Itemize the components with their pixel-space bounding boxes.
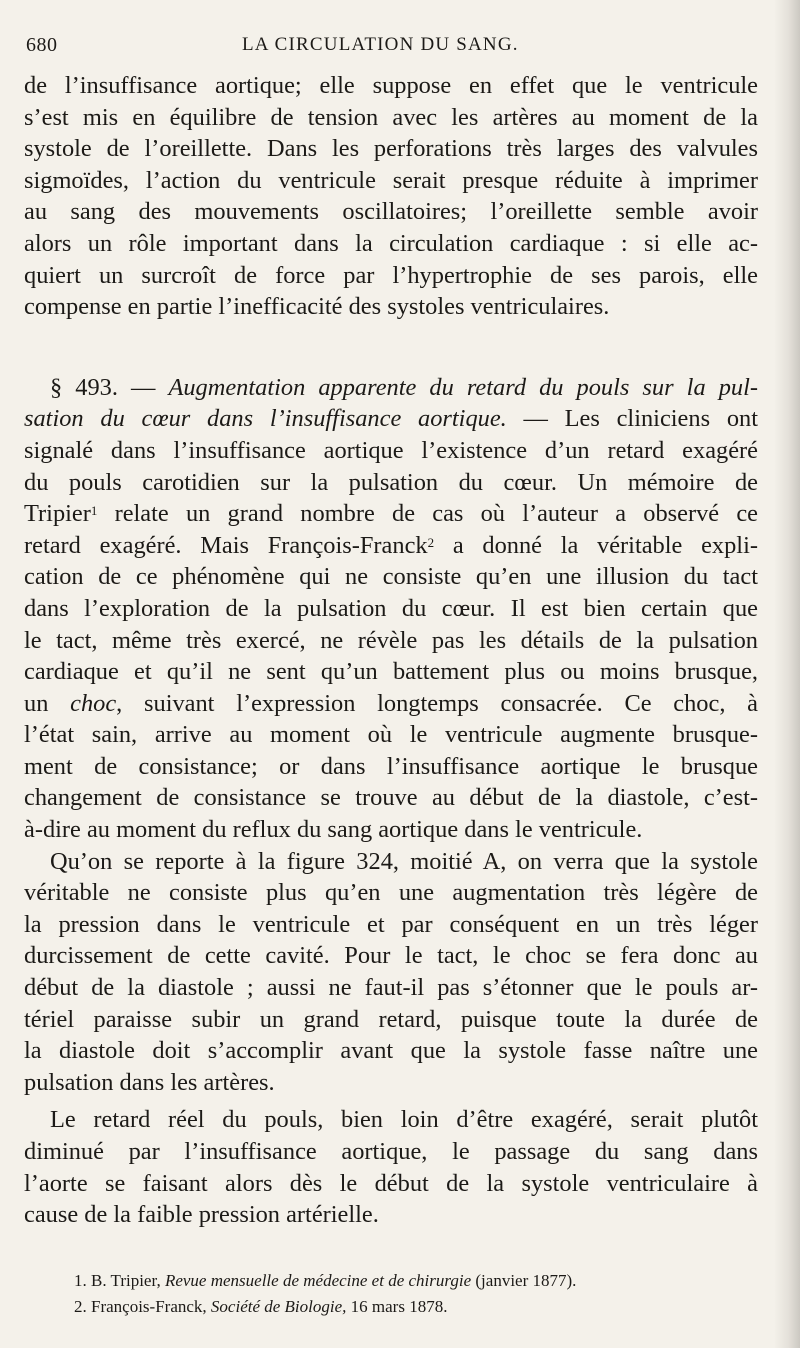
paragraph-continuation [24, 70, 758, 323]
section-gap [24, 323, 758, 372]
text-line: du pouls carotidien sur la pulsation du cœur. Un mémoire de [24, 468, 758, 496]
paragraph-conclusion [24, 1104, 758, 1230]
text-line: Le retard réel du pouls, bien loin d’être exagéré, serait plutôt [50, 1106, 758, 1134]
running-title: LA CIRCULATION DU SANG. [242, 34, 519, 55]
text-line: dans l’exploration de la pulsation du cœur. Il est bien certain que [24, 594, 758, 622]
section-title-part2: sation du cœur dans l’insuffisance aortique. [24, 405, 507, 433]
paragraph-figure-reference [24, 846, 758, 1099]
text-line: s’est mis en équilibre de tension avec les artères au moment de la [24, 103, 758, 131]
text-line: l’état sain, arrive au moment où le ventricule augmente brusque- [24, 721, 758, 749]
text-line: véritable ne consiste plus qu’en une augmentation très légère de [24, 879, 758, 907]
page-number: 680 [26, 34, 58, 56]
page-edge-shadow [774, 0, 800, 1348]
text-line: Qu’on se reporte à la figure 324, moitié A, on verra que la systole [50, 847, 758, 875]
footnote-1: 1. B. Tripier, Revue mensuelle de médecine et de chirurgie (janvier 1877). [74, 1271, 577, 1290]
text-line: systole de l’oreillette. Dans les perforations très larges des valvules [24, 135, 758, 163]
text-line: cause de la faible pression artérielle. [24, 1201, 379, 1229]
text-line: alors un rôle important dans la circulation cardiaque : si elle ac- [24, 229, 758, 257]
text-line: de l’insuffisance aortique; elle suppose en effet que le ventricule [24, 72, 758, 99]
text-line: le tact, même très exercé, ne révèle pas les détails de la pulsation [24, 626, 758, 654]
text-line: signalé dans l’insuffisance aortique l’existence d’un retard exagéré [24, 436, 758, 464]
text-line: un choc, suivant l’expression longtemps consacrée. Ce choc, à [24, 689, 758, 717]
text-line: au sang des mouvements oscillatoires; l’oreillette semble avoir [24, 198, 758, 226]
text-line: tériel paraisse subir un grand retard, puisque toute la durée de [24, 1005, 758, 1033]
text-line: à-dire au moment du reflux du sang aortique dans le ventricule. [24, 816, 643, 844]
footnote-ref-1: 1 [90, 503, 98, 519]
footnote-2: 2. François-Franck, Société de Biologie, 16 mars 1878. [74, 1297, 448, 1316]
text-line: ment de consistance; or dans l’insuffisance aortique le brusque [24, 752, 758, 780]
page-header [26, 34, 756, 60]
text-line: cardiaque et qu’il ne sent qu’un battement plus ou moins brusque, [24, 658, 758, 686]
section-title-part1: Augmentation apparente du retard du pouls sur la pul- [168, 373, 758, 401]
text-line: changement de consistance se trouve au début de la diastole, c’est- [24, 784, 758, 812]
text-line: sigmoïdes, l’action du ventricule serait presque réduite à imprimer [24, 166, 758, 194]
section-heading-line [24, 372, 758, 404]
emphasis-choc: choc [70, 689, 117, 717]
text-line: compense en partie l’inefficacité des systoles ventriculaires. [24, 293, 610, 321]
text-line: la diastole doit s’accomplir avant que la systole fasse naître une [24, 1037, 758, 1065]
text-line: l’aorte se faisant alors dès le début de la systole ventriculaire à [24, 1169, 758, 1197]
text-line: pulsation dans les artères. [24, 1068, 275, 1096]
section-number: § 493. — [50, 373, 156, 401]
text-line: durcissement de cette cavité. Pour le tact, le choc se fera donc au [24, 942, 758, 970]
footnotes [74, 1268, 754, 1320]
text-line: Tripier$^1$ relate un grand nombre de cas où l’auteur a observé ce [24, 500, 758, 528]
page-body [24, 70, 758, 1231]
section-493 [24, 372, 758, 846]
text-line: la pression dans le ventricule et par conséquent en un très léger [24, 910, 758, 938]
text-line: quiert un surcroît de force par l’hypertrophie de ses parois, elle [24, 261, 758, 289]
text-line: diminué par l’insuffisance aortique, le passage du sang dans [24, 1138, 758, 1165]
text-line: retard exagéré. Mais François-Franck$^2$ a donné la véritable expli- [24, 531, 758, 559]
text-line: cation de ce phénomène qui ne consiste qu’en une illusion du tact [24, 563, 758, 591]
text-line: sation du cœur dans l’insuffisance aortique. — Les cliniciens ont [24, 405, 758, 433]
footnote-ref-2: 2 [427, 534, 435, 550]
text-line: début de la diastole ; aussi ne faut-il pas s’étonner que le pouls ar- [24, 974, 758, 1002]
